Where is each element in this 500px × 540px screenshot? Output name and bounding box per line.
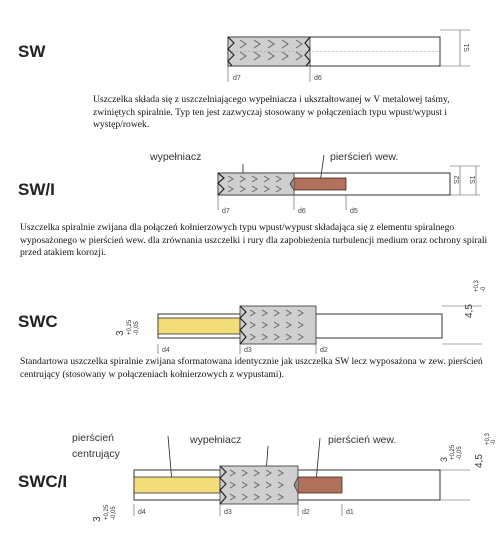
swci-callout-filler: wypełniacz bbox=[190, 434, 242, 446]
swc-right-tol-lower: -0 bbox=[481, 286, 487, 292]
section-code-swc: SWC bbox=[18, 312, 58, 331]
sw-dim-s1: S1 bbox=[464, 43, 471, 52]
sw-dim-d6: d6 bbox=[314, 75, 322, 82]
swi-dim-s1: S1 bbox=[470, 175, 477, 184]
swi-callout-ring: pierścień wew. bbox=[330, 151, 399, 163]
swci-callout-centering-2: centrujący bbox=[72, 448, 120, 460]
swci-dim-d3: d3 bbox=[224, 509, 232, 516]
swci-dim-d4: d4 bbox=[138, 509, 146, 516]
swci-spiral-element bbox=[220, 466, 298, 504]
section-code-swi: SW/I bbox=[18, 180, 55, 199]
swci-right-tol-base: 4,5 bbox=[474, 454, 485, 468]
section-code-swci: SWC/I bbox=[18, 472, 68, 491]
swci-dim-d1: d1 bbox=[346, 509, 354, 516]
swci-inner-ring bbox=[298, 477, 342, 493]
section-code-sw: SW bbox=[18, 42, 46, 61]
swci-right-tol-lower: -0 bbox=[491, 439, 497, 445]
swci-right-tol-upper: +0,3 bbox=[485, 433, 491, 445]
swci-left-tol-upper: +0,25 bbox=[104, 504, 110, 520]
swi-dim-d6: d6 bbox=[298, 208, 306, 215]
swci-right-small-tol-upper: +0,25 bbox=[450, 444, 456, 460]
swi-dim-s2: S2 bbox=[454, 175, 461, 184]
swci-callout-centering-1: pierścień bbox=[72, 432, 115, 444]
swc-left-tol-upper: +0,25 bbox=[127, 319, 133, 335]
swci-right-small-tol-base: 3 bbox=[439, 456, 449, 462]
swc-left-tol-lower: -0,05 bbox=[134, 321, 140, 335]
swi-description: Uszczelka spiralnie zwijana dla połączeń kołnierzowych typu wpust/wypust składająca się z elementu spiralnego wyposażonego w pierścień wew. dla zrównania uszczelki i rury dla zapobieżenia turbulencji medium oraz ochrony spirali przed atakiem korozji. bbox=[20, 222, 488, 259]
swi-dim-d7: d7 bbox=[222, 208, 230, 215]
swc-dim-d2: d2 bbox=[320, 347, 328, 354]
swci-centering-ring bbox=[134, 477, 220, 493]
swci-right-small-tol-lower: -0,05 bbox=[457, 446, 463, 460]
swci-left-tol-lower: -0,05 bbox=[111, 506, 117, 520]
swci-dim-d2: d2 bbox=[302, 509, 310, 516]
sw-description: Uszczelka składa się z uszczelniającego wypełniacza i ukształtowanej w V metalowej taśmy, zwiniętych spiralnie. Typ ten jest zazwyczaj stosowany w połączeniach typu wpust/wypust i występ/rowek. bbox=[93, 94, 450, 131]
swi-dim-d5: d5 bbox=[350, 208, 358, 215]
swc-description: Standartowa uszczelka spiralnie zwijana sformatowana identycznie jak uszczelka SW lecz wyposażona w zew. pierścień centrujący (stosowany w połączeniach kołnierzowych z wypustami). bbox=[20, 356, 483, 380]
swc-right-tol-upper: +0,3 bbox=[474, 280, 480, 292]
swc-right-tol-base: 4,5 bbox=[464, 304, 475, 318]
swci-left-tol-base: 3 bbox=[92, 516, 103, 522]
swc-left-tol-base: 3 bbox=[115, 330, 126, 336]
swci-callout-ring: pierścień wew. bbox=[328, 434, 397, 446]
swi-callout-filler: wypełniacz bbox=[150, 151, 202, 163]
swc-dim-d4: d4 bbox=[162, 347, 170, 354]
sw-dim-d7: d7 bbox=[233, 75, 241, 82]
swc-dim-d3: d3 bbox=[244, 347, 252, 354]
